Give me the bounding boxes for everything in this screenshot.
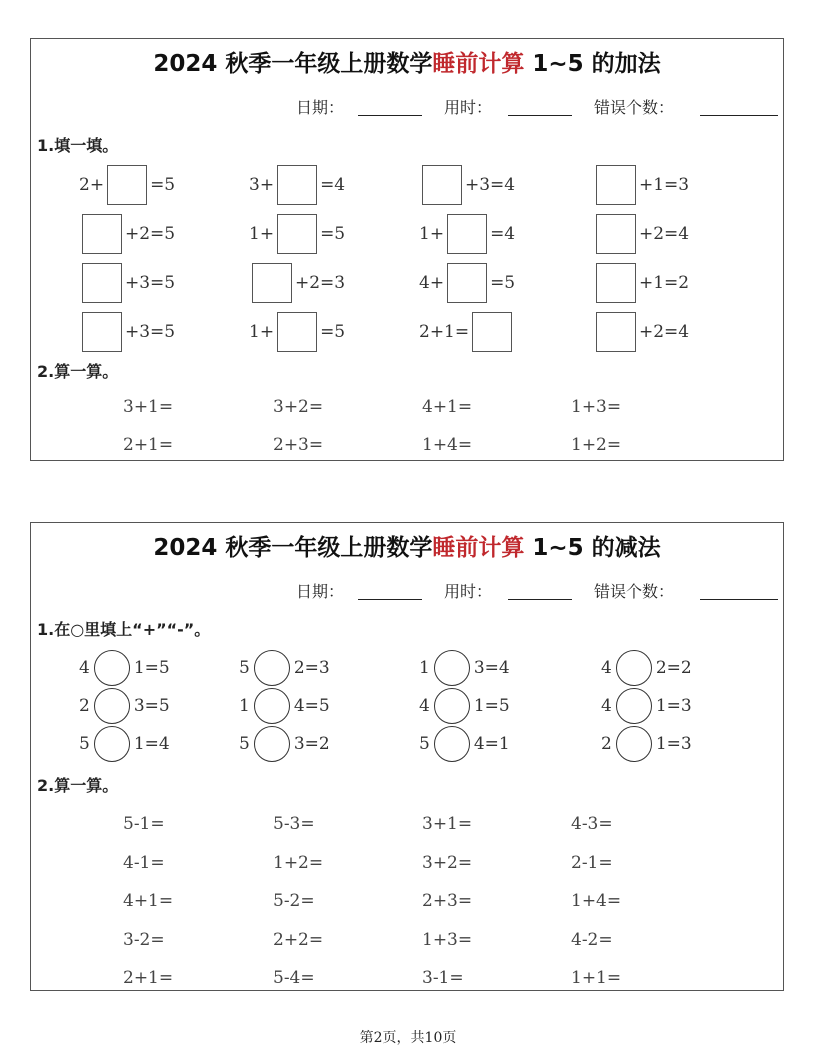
equation-suffix: =4 [490,224,516,244]
calc-problem: 1+2= [571,435,622,455]
operator-item [601,725,692,763]
errors-label: 错误个数： [594,582,675,601]
answer-box[interactable] [596,165,636,205]
operator-item [601,649,692,687]
calc-problem: 4-2= [571,929,613,950]
calc-problem: 1+3= [571,397,622,417]
calc-problem: 3-2= [123,929,165,950]
operator-circle[interactable] [94,650,130,686]
right-equation: 1=5 [133,658,170,678]
operator-item [419,725,510,763]
calc-problem: 4+1= [422,397,473,417]
right-equation: 2=3 [293,658,330,678]
equation-prefix: 2+1= [419,322,470,342]
calc-problem: 1+4= [571,891,622,911]
calc-problem: 2+3= [273,435,324,455]
equation-suffix: +3=5 [125,273,176,293]
addition-section-calc: 2.算一算。 [37,362,119,381]
right-equation: 4=5 [293,696,330,716]
fill-in-item [419,163,515,207]
right-equation: 1=3 [655,696,692,716]
operator-item [79,725,170,763]
left-operand: 1 [239,696,250,716]
equation-suffix: =5 [320,224,346,244]
date-label: 日期： [296,582,345,601]
calc-problem: 3-1= [422,968,464,988]
left-operand: 2 [601,734,612,754]
calc-problem: 3+2= [422,852,473,873]
left-operand: 5 [239,658,250,678]
equation-suffix: +1=2 [639,273,690,293]
subtraction-worksheet [30,522,784,991]
answer-box[interactable] [596,214,636,254]
fill-in-item [593,261,689,305]
operator-circle[interactable] [254,688,290,724]
calc-problem: 2-1= [571,852,613,873]
errors-blank[interactable] [700,115,778,116]
calc-problem: 3+1= [422,814,473,834]
calc-problem: 5-2= [273,891,315,911]
fill-in-item [249,212,345,256]
fill-in-item [419,310,515,354]
equation-suffix: +2=4 [639,322,690,342]
equation-suffix: +2=3 [295,273,346,293]
answer-box[interactable] [82,312,122,352]
equation-prefix: 4+ [419,273,445,293]
calc-problem: 1+1= [571,968,622,988]
operator-item [79,649,170,687]
left-operand: 1 [419,658,430,678]
operator-circle[interactable] [254,650,290,686]
operator-circle[interactable] [616,726,652,762]
left-operand: 2 [79,696,90,716]
calc-problem: 2+3= [422,891,473,911]
right-equation: 3=5 [133,696,170,716]
equation-suffix: +2=5 [125,224,176,244]
operator-item [239,649,330,687]
errors-label: 错误个数： [594,98,675,117]
date-blank[interactable] [358,115,422,116]
right-equation: 3=2 [293,734,330,754]
equation-suffix: =5 [490,273,516,293]
time-label: 用时： [444,582,493,601]
operator-circle[interactable] [254,726,290,762]
calc-problem: 1+2= [273,852,324,873]
fill-in-item [419,261,515,305]
fill-in-item [79,212,175,256]
operator-circle[interactable] [616,688,652,724]
subtraction-title: 2024 秋季一年级上册数学睡前计算 1~5 的减法 [153,535,661,561]
operator-item [239,725,330,763]
equation-suffix: =5 [150,175,176,195]
operator-circle[interactable] [94,688,130,724]
date-label: 日期： [296,98,345,117]
answer-box[interactable] [277,165,317,205]
calc-problem: 5-3= [273,814,315,834]
equation-prefix: 1+ [249,224,275,244]
right-equation: 2=2 [655,658,692,678]
fill-in-item [249,163,345,207]
equation-suffix: +3=4 [465,175,516,195]
fill-in-item [419,212,515,256]
fill-in-item [593,310,689,354]
operator-circle[interactable] [434,650,470,686]
equation-suffix: =4 [320,175,346,195]
equation-prefix: 1+ [249,322,275,342]
calc-problem: 4+1= [123,891,174,911]
left-operand: 5 [79,734,90,754]
equation-prefix: 1+ [419,224,445,244]
right-equation: 1=3 [655,734,692,754]
equation-suffix: =5 [320,322,346,342]
answer-box[interactable] [596,263,636,303]
calc-problem: 2+1= [123,968,174,988]
answer-box[interactable] [82,214,122,254]
fill-in-item [79,163,175,207]
fill-in-item [79,261,175,305]
answer-box[interactable] [447,214,487,254]
answer-box[interactable] [472,312,512,352]
equation-suffix: +1=3 [639,175,690,195]
page-footer: 第2页，共10页 [359,1030,457,1046]
calc-problem: 1+4= [422,435,473,455]
operator-item [79,687,170,725]
time-blank[interactable] [508,115,572,116]
calc-problem: 2+2= [273,929,324,950]
operator-circle[interactable] [434,688,470,724]
operator-item [419,687,510,725]
subtraction-section-circle: 1.在○里填上“+”“-”。 [37,620,211,639]
left-operand: 4 [601,658,612,678]
equation-prefix: 3+ [249,175,275,195]
answer-box[interactable] [422,165,462,205]
equation-suffix: +3=5 [125,322,176,342]
operator-circle[interactable] [94,726,130,762]
operator-circle[interactable] [616,650,652,686]
answer-box[interactable] [107,165,147,205]
calc-problem: 3+2= [273,397,324,417]
calc-problem: 5-1= [123,814,165,834]
answer-box[interactable] [277,312,317,352]
operator-item [601,687,692,725]
answer-box[interactable] [82,263,122,303]
right-equation: 1=4 [133,734,170,754]
answer-box[interactable] [252,263,292,303]
right-equation: 3=4 [473,658,510,678]
subtraction-section-calc: 2.算一算。 [37,776,119,795]
fill-in-item [593,212,689,256]
calc-problem: 5-4= [273,968,315,988]
fill-in-item [593,163,689,207]
calc-problem: 4-3= [571,814,613,834]
right-equation: 4=1 [473,734,510,754]
fill-in-item [249,310,345,354]
answer-box[interactable] [447,263,487,303]
calc-problem: 2+1= [123,435,174,455]
equation-prefix: 2+ [79,175,105,195]
addition-section-fill: 1.填一填。 [37,136,119,155]
left-operand: 5 [239,734,250,754]
answer-box[interactable] [277,214,317,254]
subtraction-meta-row [296,579,777,603]
left-operand: 5 [419,734,430,754]
equation-suffix: +2=4 [639,224,690,244]
left-operand: 4 [79,658,90,678]
calc-problem: 4-1= [123,852,165,873]
answer-box[interactable] [596,312,636,352]
addition-worksheet [30,38,784,461]
addition-title: 2024 秋季一年级上册数学睡前计算 1~5 的加法 [153,51,661,77]
fill-in-item [79,310,175,354]
calc-problem: 1+3= [422,929,473,950]
errors-blank[interactable] [700,599,778,600]
left-operand: 4 [419,696,430,716]
right-equation: 1=5 [473,696,510,716]
calc-problem: 3+1= [123,397,174,417]
fill-in-item [249,261,345,305]
operator-circle[interactable] [434,726,470,762]
addition-meta-row [296,95,777,119]
date-blank[interactable] [358,599,422,600]
operator-item [239,687,330,725]
time-blank[interactable] [508,599,572,600]
left-operand: 4 [601,696,612,716]
time-label: 用时： [444,98,493,117]
operator-item [419,649,510,687]
